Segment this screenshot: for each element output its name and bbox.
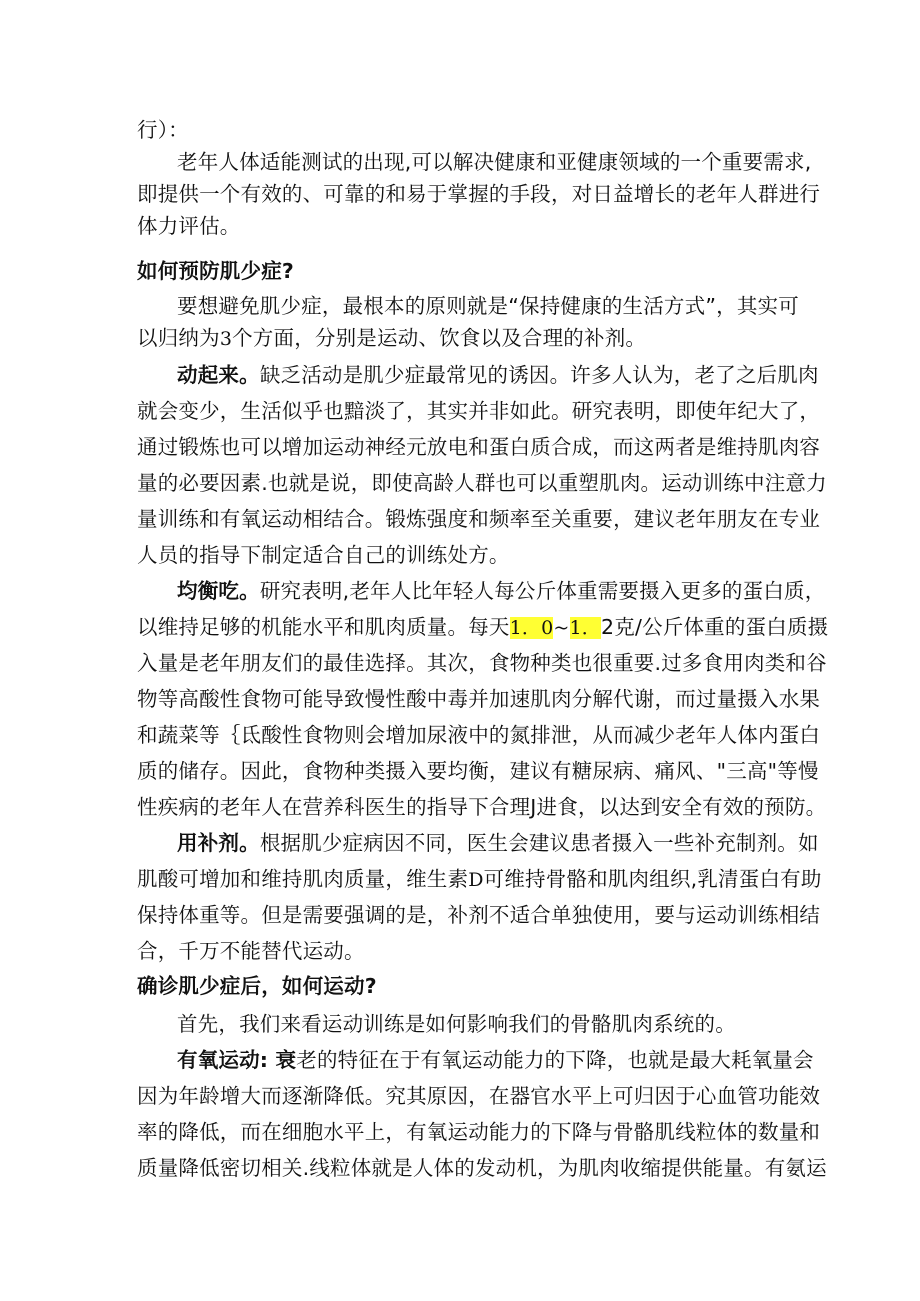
text-line: 通过锻炼也可以增加运动神经元放电和蛋白质合成，而这两者是维持肌肉容 — [137, 435, 821, 459]
text-run: 3 — [219, 328, 233, 350]
text-line: 就会变少，生活似乎也黯淡了，其实并非如此。研究表明，即使年纪大了， — [137, 399, 821, 423]
text-line: 人员的指导下制定适合自己的训练处方。 — [137, 543, 510, 567]
paragraph-lead: 动起来。 — [177, 363, 260, 387]
text-run: 根据肌少症病因不同，医生会建议患者摄入一些补充制剂。如 — [259, 831, 819, 855]
section-heading: 确诊肌少症后，如何运动? — [137, 974, 377, 998]
text-line: 量训练和有氧运动相结合。锻炼强度和频率至关重要，建议老年朋友在专业 — [137, 507, 821, 531]
text-line: 合，千万不能替代运动。 — [137, 939, 365, 963]
paragraph-lead: 有氧运动: 衰 — [177, 1048, 297, 1072]
text-run: 个方面，分别是运动、饮食以及合理的补剂。 — [232, 326, 647, 350]
text-line: 量的必要因素.也就是说，即使高龄人群也可以重塑肌肉。运动训练中注意力 — [137, 471, 827, 495]
text-line: 质量降低密切相关.线粒体就是人体的发动机，为肌肉收缩提供能量。有氨运 — [137, 1156, 827, 1180]
text-line: 体力评估。 — [137, 214, 241, 238]
text-line — [177, 1043, 814, 1077]
text-run: 研究表明,老年人比年轻人每公斤体重需要摄入更多的蛋白质， — [259, 579, 826, 603]
text-line: 保持体重等。但是需要强调的是，补剂不适合单独使用，要与运动训练相结 — [137, 903, 821, 927]
text-line: 因为年龄增大而逐渐降低。究其原因，在器官水平上可归因于心血管功能效 — [137, 1084, 821, 1108]
text-line: 行）： — [137, 118, 189, 142]
text-line — [177, 574, 826, 608]
text-line: 率的降低，而在细胞水平上，有氧运动能力的下降与骨骼肌线粒体的数量和 — [137, 1120, 821, 1144]
highlighted-number: 1． — [569, 617, 602, 639]
paragraph-lead: 用补剂。 — [177, 831, 260, 855]
text-line: 性疾病的老年人在营养科医生的指导下合理J进食，以达到安全有效的预防。 — [137, 795, 827, 819]
text-line: 物等高酸性食物可能导致慢性酸中毒并加速肌肉分解代谢，而过量摄入水果 — [137, 687, 821, 711]
highlighted-number: 1．0 — [509, 617, 554, 639]
text-line: 和蔬菜等｛氐酸性食物则会增加尿液中的氮排泄，从而减少老年人体内蛋白 — [137, 723, 821, 747]
text-line: 老年人体适能测试的出现,可以解决健康和亚健康领域的一个重要需求, — [177, 150, 812, 174]
text-run: 以归纳为 — [137, 326, 220, 350]
text-line — [137, 862, 822, 897]
text-run: 可维持骨骼和肌肉组织,乳清蛋白有助 — [483, 867, 822, 891]
text-run: 2克/公斤体重的蛋白质摄 — [601, 615, 829, 639]
text-line: 质的储存。因此，食物种类摄入要均衡，建议有糖尿病、痛风、"三高"等慢 — [137, 759, 819, 783]
section-heading: 如何预防肌少症? — [137, 259, 294, 283]
text-line: 首先，我们来看运动训练是如何影响我们的骨骼肌肉系统的。 — [177, 1012, 736, 1036]
text-line — [177, 358, 819, 392]
text-line: 即提供一个有效的、可靠的和易于掌握的手段，对日益增长的老年人群进行 — [137, 182, 821, 206]
text-run: 老的特征在于有氧运动能力的下降，也就是最大耗氧量会 — [296, 1048, 814, 1072]
text-line: 要想避免肌少症，最根本的原则就是“保持健康的生活方式”，其实可 — [177, 294, 799, 318]
text-run: 以维持足够的机能水平和肌肉质量。每天 — [137, 615, 510, 639]
text-run: ~ — [553, 617, 570, 639]
text-line — [137, 610, 829, 645]
text-run: 肌酸可增加和维持肌肉质量，维生素 — [137, 867, 469, 891]
text-run: D — [468, 869, 484, 891]
text-line: 入量是老年朋友们的最佳选择。其次，食物种类也很重要.过多食用肉类和谷 — [137, 651, 827, 675]
text-line — [137, 321, 802, 356]
paragraph-lead: 均衡吃。 — [177, 579, 260, 603]
text-line — [177, 826, 819, 860]
text-run: 缺乏活动是肌少症最常见的诱因。许多人认为，老了之后肌肉 — [259, 363, 819, 387]
